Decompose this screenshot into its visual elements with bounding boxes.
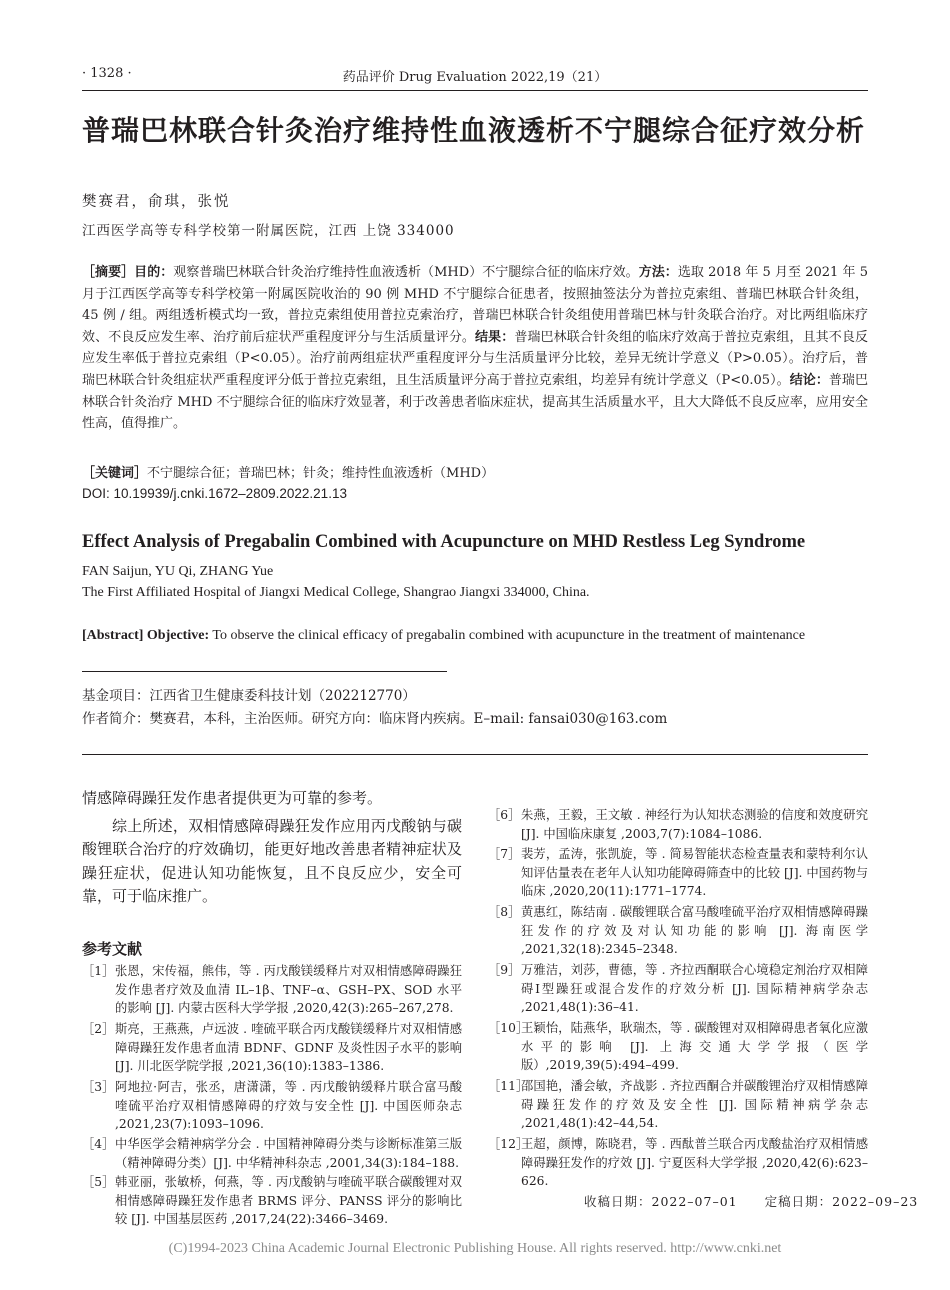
header-rule <box>82 90 868 91</box>
fund-note: 基金项目：江西省卫生健康委科技计划（202212770） <box>82 688 416 704</box>
body-paragraph: 综上所述，双相情感障碍躁狂发作应用丙戊酸钠与碳酸锂联合治疗的疗效确切，能更好地改善患者精神症状及躁狂症状，促进认知功能恢复，且不良反应少，安全可靠，可于临床推广。 <box>82 816 462 905</box>
objective-label: 目的： <box>134 265 174 280</box>
reference-item: ［2］ 斯亮，王燕燕，卢远波 . 喹硫平联合丙戊酸镁缓释片对双相情感障碍躁狂发作患者血清 BDNF、GDNF 及炎性因子水平的影响 [J]. 川北医学院学报 ,2021,36(10):1383–1386. <box>82 1022 462 1074</box>
article-title-cn: 普瑞巴林联合针灸治疗维持性血液透析不宁腿综合征疗效分析 <box>82 114 866 147</box>
method-label: 方法： <box>638 265 678 280</box>
reference-item: ［6］ 朱燕，王毅，王文敏 . 神经行为认知状态测验的信度和效度研究 [J]. 中国临床康复 ,2003,7(7):1084–1086. <box>488 808 868 841</box>
abstract-cn <box>82 262 868 435</box>
keywords-text: 不宁腿综合征；普瑞巴林；针灸；维持性血液透析（MHD） <box>147 466 495 481</box>
copyright-footer: (C)1994-2023 China Academic Journal Electronic Publishing House. All rights reserved. http://www.cnki.net <box>168 1241 782 1256</box>
page-number: · 1328 · <box>82 66 132 81</box>
result-text: 普瑞巴林联合针灸组的临床疗效高于普拉克索组，且其不良反应发生率低于普拉克索组（P<0.05）。治疗前两组症状严重程度评分与生活质量评分比较，差异无统计学意义（P>0.05）。治疗后，普瑞巴林联合针灸组症状严重程度评分低于普拉克索组，且生活质量评分高于普拉克索组，均差异有统计学意义（P<0.05）。 <box>82 329 868 388</box>
journal-running-head: 药品评价 Drug Evaluation 2022,19（21） <box>342 70 608 85</box>
method-text: 选取 2018 年 5 月至 2021 年 5 月于江西医学高等专科学校第一附属医院收治的 90 例 MHD 不宁腿综合征患者，按照抽签法分为普拉克索组、普瑞巴林联合针灸组，45 例 / 组。两组透析模式均一致，普拉克索组使用普拉克索治疗，普瑞巴林联合针灸组使用普瑞巴林与针灸联合治疗。对比两组临床疗效、不良反应发生率、治疗前后症状严重程度评分与生活质量评分。 <box>82 265 868 345</box>
keywords-label: ［关键词］ <box>82 466 148 481</box>
body-text <box>82 787 462 909</box>
reference-item: ［1］ 张恩，宋传福，熊伟，等 . 丙戊酸镁缓释片对双相情感障碍躁狂发作患者疗效及血清 IL–1β、TNF–α、GSH–PX、SOD 水平的影响 [J]. 内蒙古医科大学学报 ,2020,42(3):265–267,278. <box>82 964 462 1016</box>
objective-text: 观察普瑞巴林联合针灸治疗维持性血液透析（MHD）不宁腿综合征的临床疗效。 <box>173 265 639 280</box>
reference-item: ［5］ 韩亚丽，张敏桥，何燕，等 . 丙戊酸钠与喹硫平联合碳酸锂对双相情感障碍躁狂发作患者 BRMS 评分、PANSS 评分的影响比较 [J]. 中国基层医药 ,2017,24(22):3466–3469. <box>82 1175 462 1227</box>
reference-item: ［4］ 中华医学会精神病学分会 . 中国精神障碍分类与诊断标准第三版（精神障碍分类）[J]. 中华精神科杂志 ,2001,34(3):184–188. <box>82 1137 462 1170</box>
doi-link[interactable]: DOI: 10.19939/j.cnki.1672–2809.2022.21.13 <box>82 486 347 501</box>
footnote-rule <box>82 671 447 672</box>
affiliation-cn: 江西医学高等专科学校第一附属医院，江西 上饶 334000 <box>82 223 455 239</box>
author-intro-note: 作者简介：樊赛君，本科，主治医师。研究方向：临床肾内疾病。E–mail: fansai030@163.com <box>82 711 668 727</box>
reference-item: ［9］ 万雅洁，刘莎，曹德，等 . 齐拉西酮联合心境稳定剂治疗双相障碍Ⅰ型躁狂或混合发作的疗效分析 [J]. 国际精神病学杂志 ,2021,48(1):36–41. <box>488 963 868 1015</box>
section-divider <box>82 754 868 755</box>
conclusion-label: 结论： <box>789 372 829 388</box>
abstract-en-label: [Abstract] Objective: <box>82 628 210 643</box>
reference-item: ［10］ 王颖怡，陆燕华，耿瑞杰，等 . 碳酸锂对双相障碍患者氧化应激水平的影响 [J]. 上海交通大学学报（医学版）,2019,39(5):494–499. <box>488 1021 868 1073</box>
reference-item: ［11］ 邵国艳，潘会敏，齐战影 . 齐拉西酮合并碳酸锂治疗双相情感障碍躁狂发作的疗效及安全性 [J]. 国际精神病学杂志 ,2021,48(1):42–44,54. <box>488 1079 868 1131</box>
received-dates: 收稿日期：2022–07–01 定稿日期：2022–09–23 <box>584 1194 919 1209</box>
authors-cn: 樊赛君，俞琪，张悦 <box>82 194 231 210</box>
footnote <box>82 685 667 731</box>
authors-en: FAN Saijun, YU Qi, ZHANG Yue <box>82 564 274 579</box>
article-title-en: Effect Analysis of Pregabalin Combined with Acupuncture on MHD Restless Leg Syndrome <box>82 532 806 552</box>
abstract-en-text: To observe the clinical efficacy of pregabalin combined with acupuncture in the treatment of maintenance <box>209 628 806 643</box>
reference-item: ［7］ 裴芳，孟涛，张凯旋，等 . 简易智能状态检查量表和蒙特利尔认知评估量表在老年人认知功能障碍筛查中的比较 [J]. 中国药物与临床 ,2020,20(11):1771–1774. <box>488 847 868 899</box>
keywords-cn <box>82 463 868 484</box>
reference-item: ［3］ 阿地拉·阿吉，张丞，唐潇潇，等 . 丙戊酸钠缓释片联合富马酸喹硫平治疗双相情感障碍的疗效与安全性 [J]. 中国医师杂志 ,2021,23(7):1093–1096. <box>82 1080 462 1132</box>
abstract-label: ［摘要］ <box>82 265 135 280</box>
references-heading: 参考文献 <box>82 940 143 958</box>
abstract-en <box>82 628 882 644</box>
reference-item: ［12］ 王超，颜博，陈晓君，等 . 西酞普兰联合丙戊酸盐治疗双相情感障碍躁狂发作的疗效 [J]. 宁夏医科大学学报 ,2020,42(6):623–626. <box>488 1137 868 1189</box>
conclusion-text: 普瑞巴林联合针灸治疗 MHD 不宁腿综合征的临床疗效显著，利于改善患者临床症状，提高其生活质量水平，且大大降低不良反应率，应用安全性高，值得推广。 <box>82 372 868 432</box>
reference-item: ［8］ 黄惠红，陈结南 . 碳酸锂联合富马酸喹硫平治疗双相情感障碍躁狂发作的疗效及对认知功能的影响 [J]. 海南医学 ,2021,32(18):2345–2348. <box>488 905 868 957</box>
body-paragraph: 情感障碍躁狂发作患者提供更为可靠的参考。 <box>82 789 383 807</box>
affiliation-en: The First Affiliated Hospital of Jiangxi Medical College, Shangrao Jiangxi 334000, China. <box>82 585 590 600</box>
result-label: 结果： <box>475 329 515 345</box>
